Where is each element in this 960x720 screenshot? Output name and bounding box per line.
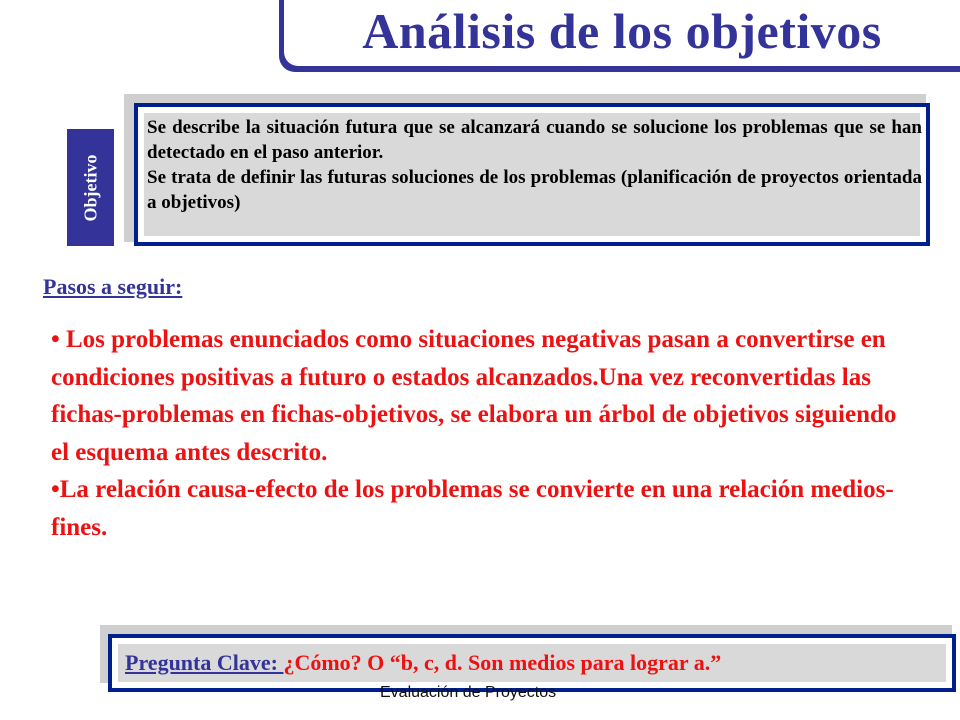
steps-heading: Pasos a seguir: [43,274,183,299]
footer-text: Evaluación de Proyectos [380,684,557,701]
key-question-label: Pregunta Clave: [125,650,284,675]
steps-body [51,321,911,546]
key-question [125,650,721,676]
slide-title: Análisis de los objetivos [362,3,882,59]
side-tab-label: Objetivo [80,154,100,221]
bullet-1: • Los problemas enunciados como situaciones negativas pasan a convertirse en condiciones positivas a futuro o estados alcanzados.Una vez reconvertidas las fichas-problemas en fichas-objetivos, se elabora un árbol de objetivos siguiendo el esquema antes descrito. [51,326,897,466]
description-line-1: Se describe la situación futura que se alcanzará cuando se solucione los problemas que se han detectado en el paso anterior. [147,117,922,163]
key-question-text: ¿Cómo? O “b, c, d. Son medios para lograr a.” [283,650,722,675]
description-line-2: Se trata de definir las futuras soluciones de los problemas (planificación de proyectos orientada a objetivos) [147,167,922,213]
bullet-2: •La relación causa-efecto de los problemas se convierte en una relación medios-fines. [51,476,894,541]
objective-side-tab [67,129,114,246]
description-text [147,115,922,215]
